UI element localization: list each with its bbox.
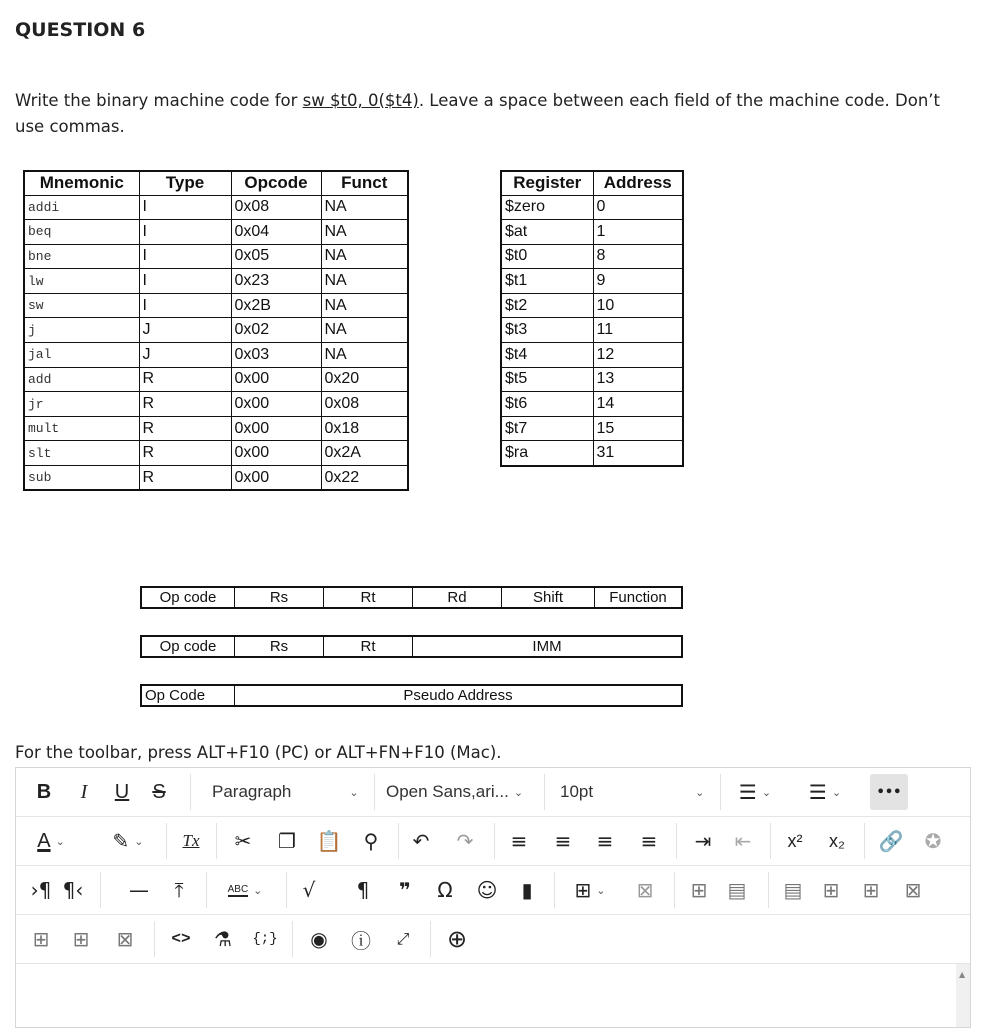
header-mnemonic: Mnemonic bbox=[24, 171, 139, 195]
type-cell: J bbox=[139, 318, 231, 343]
table-row-after-button[interactable] bbox=[724, 866, 750, 914]
type-cell: R bbox=[139, 367, 231, 392]
code-sample-button[interactable]: {;} bbox=[252, 931, 278, 947]
toolbar-row-1 bbox=[16, 768, 970, 817]
square-root-icon: √ bbox=[302, 878, 316, 902]
font-family-select-value: Open Sans,ari... bbox=[386, 782, 509, 801]
opcode-cell: 0x03 bbox=[231, 343, 321, 368]
register-address-cell: 14 bbox=[593, 392, 683, 417]
highlight-color-button[interactable] bbox=[104, 817, 152, 865]
register-name-cell: $t2 bbox=[501, 293, 593, 318]
separator bbox=[554, 872, 555, 908]
fullscreen-icon: ⤢ bbox=[396, 929, 410, 948]
add-content-button[interactable] bbox=[440, 915, 474, 963]
superscript-button[interactable]: x² bbox=[787, 830, 803, 851]
help-icon: ⓘ bbox=[351, 928, 371, 953]
type-cell: R bbox=[139, 441, 231, 466]
instruction-header-row bbox=[24, 171, 408, 195]
paragraph-select[interactable] bbox=[202, 768, 362, 816]
text-color-label: A bbox=[37, 829, 51, 852]
format-field: Rs bbox=[235, 588, 324, 607]
opcode-cell: 0x00 bbox=[231, 367, 321, 392]
instruction-row bbox=[24, 416, 408, 441]
copy-icon: ❐ bbox=[278, 829, 296, 853]
format-field: Rt bbox=[324, 637, 413, 656]
clear-formatting-button[interactable]: Tx bbox=[182, 831, 200, 850]
register-address-cell: 13 bbox=[593, 367, 683, 392]
question-code: sw $t0, 0($t4) bbox=[302, 91, 419, 110]
table-column-icon: ⊞ bbox=[32, 927, 50, 951]
undo-icon: ↶ bbox=[412, 829, 430, 853]
rtl-button[interactable] bbox=[60, 866, 86, 914]
separator bbox=[544, 774, 545, 810]
mnemonic-cell: mult bbox=[24, 416, 139, 441]
mnemonic-cell: slt bbox=[24, 441, 139, 466]
format-field: Shift bbox=[502, 588, 595, 607]
show-blocks-button[interactable]: ¶ bbox=[356, 878, 370, 902]
eye-icon: ◉ bbox=[310, 927, 328, 951]
question-text bbox=[15, 88, 955, 140]
spellcheck-button[interactable] bbox=[218, 866, 272, 914]
register-address-cell: 11 bbox=[593, 318, 683, 343]
header-opcode: Opcode bbox=[231, 171, 321, 195]
header-funct: Funct bbox=[321, 171, 408, 195]
mnemonic-cell: j bbox=[24, 318, 139, 343]
accessibility-button[interactable] bbox=[208, 915, 238, 963]
table-cell-icon: ▤ bbox=[783, 878, 803, 902]
toolbar-row-4 bbox=[16, 915, 970, 964]
type-cell: I bbox=[139, 220, 231, 245]
bookmark-button[interactable] bbox=[512, 866, 542, 914]
separator bbox=[430, 921, 431, 957]
type-cell: I bbox=[139, 195, 231, 220]
register-address-cell: 15 bbox=[593, 416, 683, 441]
scrollbar[interactable] bbox=[956, 964, 970, 1027]
toolbar-row-3 bbox=[16, 866, 970, 915]
indent-button[interactable] bbox=[688, 817, 718, 865]
r-type-format bbox=[140, 586, 683, 609]
table-row-icon: ⊞ bbox=[690, 878, 708, 902]
funct-cell: NA bbox=[321, 343, 408, 368]
remove-link-button[interactable] bbox=[918, 817, 948, 865]
opcode-cell: 0x2B bbox=[231, 293, 321, 318]
header-type: Type bbox=[139, 171, 231, 195]
table-row-before-button[interactable] bbox=[686, 866, 712, 914]
equation-button[interactable] bbox=[294, 866, 324, 914]
header-register: Register bbox=[501, 171, 593, 195]
align-left-button[interactable] bbox=[504, 817, 534, 865]
separator bbox=[154, 921, 155, 957]
register-name-cell: $at bbox=[501, 220, 593, 245]
table-delete-icon: ⊠ bbox=[904, 878, 922, 902]
source-code-button[interactable]: <> bbox=[171, 930, 191, 948]
register-row bbox=[501, 441, 683, 466]
type-cell: I bbox=[139, 269, 231, 294]
type-cell: J bbox=[139, 343, 231, 368]
link-icon: 🔗 bbox=[878, 829, 904, 853]
underline-button[interactable]: U bbox=[114, 780, 130, 803]
bold-button[interactable]: B bbox=[36, 780, 52, 803]
instruction-row bbox=[24, 293, 408, 318]
horizontal-line-button[interactable] bbox=[126, 866, 152, 914]
spellcheck-label: ABC bbox=[227, 883, 249, 895]
mnemonic-cell: jr bbox=[24, 392, 139, 417]
horizontal-line-icon: — bbox=[129, 878, 149, 902]
format-field: Rd bbox=[413, 588, 502, 607]
opcode-cell: 0x05 bbox=[231, 244, 321, 269]
type-cell: I bbox=[139, 293, 231, 318]
mnemonic-cell: beq bbox=[24, 220, 139, 245]
register-name-cell: $t1 bbox=[501, 269, 593, 294]
register-row bbox=[501, 244, 683, 269]
separator bbox=[494, 823, 495, 859]
smiley-icon: ☺ bbox=[476, 878, 498, 902]
more-options-button[interactable]: ••• bbox=[870, 774, 908, 810]
align-left-icon: ≡ bbox=[510, 829, 528, 853]
indent-icon: ⇥ bbox=[694, 829, 712, 853]
rich-text-editor bbox=[15, 767, 971, 1028]
register-address-cell: 1 bbox=[593, 220, 683, 245]
help-button[interactable] bbox=[346, 915, 376, 963]
type-cell: R bbox=[139, 416, 231, 441]
instruction-row bbox=[24, 195, 408, 220]
quote-icon: ❞ bbox=[399, 878, 411, 902]
table-delete-col-button[interactable] bbox=[112, 915, 138, 963]
format-field: Op code bbox=[142, 637, 235, 656]
register-address-cell: 31 bbox=[593, 441, 683, 466]
preview-button[interactable] bbox=[304, 915, 334, 963]
separator bbox=[398, 823, 399, 859]
register-address-cell: 0 bbox=[593, 195, 683, 220]
question-title: QUESTION 6 bbox=[15, 19, 146, 41]
table-row-icon: ▤ bbox=[727, 878, 747, 902]
instruction-table bbox=[23, 170, 409, 491]
register-row bbox=[501, 367, 683, 392]
separator bbox=[100, 872, 101, 908]
opcode-cell: 0x00 bbox=[231, 416, 321, 441]
bookmark-icon: ▮ bbox=[521, 878, 533, 902]
chevron-down-icon: ⌄ bbox=[761, 785, 772, 799]
bullet-list-icon: ☰ bbox=[738, 780, 757, 804]
register-address-cell: 12 bbox=[593, 343, 683, 368]
table-delete-column-icon: ⊠ bbox=[116, 927, 134, 951]
table-col-after-button[interactable] bbox=[68, 915, 94, 963]
insert-table-button[interactable] bbox=[564, 866, 616, 914]
align-center-button[interactable] bbox=[548, 817, 578, 865]
toolbar-note: For the toolbar, press ALT+F10 (PC) or ALT+FN+F10 (Mac). bbox=[15, 743, 502, 762]
instruction-row bbox=[24, 269, 408, 294]
chevron-down-icon: ⌄ bbox=[253, 883, 263, 897]
format-field: Function bbox=[609, 589, 667, 606]
redo-icon: ↷ bbox=[456, 829, 474, 853]
question-text-suffix: . Leave a space between each field of the machine code. Don’t use commas. bbox=[15, 91, 940, 136]
font-family-select[interactable] bbox=[378, 768, 536, 816]
table-split-button[interactable] bbox=[858, 866, 884, 914]
strikethrough-button[interactable]: S bbox=[152, 780, 166, 803]
ltr-paragraph-icon: ›¶ bbox=[30, 878, 52, 902]
separator bbox=[720, 774, 721, 810]
paste-button[interactable] bbox=[314, 817, 344, 865]
type-cell: R bbox=[139, 466, 231, 491]
separator bbox=[770, 823, 771, 859]
format-field: Op Code bbox=[142, 686, 235, 705]
mnemonic-cell: jal bbox=[24, 343, 139, 368]
j-type-format bbox=[140, 684, 683, 707]
outdent-icon: ⇤ bbox=[734, 829, 752, 853]
align-right-icon: ≡ bbox=[596, 829, 614, 853]
scissors-icon: ✂ bbox=[234, 829, 252, 853]
ltr-button[interactable] bbox=[28, 866, 54, 914]
funct-cell: NA bbox=[321, 244, 408, 269]
chevron-down-icon: ⌄ bbox=[695, 785, 705, 799]
register-row bbox=[501, 269, 683, 294]
register-row bbox=[501, 343, 683, 368]
table-delete-cell-button[interactable] bbox=[898, 866, 928, 914]
opcode-cell: 0x02 bbox=[231, 318, 321, 343]
funct-cell: 0x08 bbox=[321, 392, 408, 417]
separator bbox=[674, 872, 675, 908]
redo-button[interactable] bbox=[450, 817, 480, 865]
highlighter-icon: ✎ bbox=[112, 829, 130, 853]
funct-cell: 0x22 bbox=[321, 466, 408, 491]
separator bbox=[286, 872, 287, 908]
fullscreen-button[interactable] bbox=[388, 915, 418, 963]
search-icon: ⚲ bbox=[363, 829, 379, 853]
chevron-down-icon: ⌄ bbox=[596, 883, 606, 897]
mnemonic-cell: lw bbox=[24, 269, 139, 294]
align-center-icon: ≡ bbox=[554, 829, 572, 853]
insert-file-button[interactable] bbox=[166, 866, 192, 914]
register-name-cell: $ra bbox=[501, 441, 593, 466]
mnemonic-cell: addi bbox=[24, 195, 139, 220]
funct-cell: NA bbox=[321, 195, 408, 220]
mnemonic-cell: add bbox=[24, 367, 139, 392]
opcode-cell: 0x00 bbox=[231, 392, 321, 417]
register-name-cell: $t4 bbox=[501, 343, 593, 368]
opcode-cell: 0x08 bbox=[231, 195, 321, 220]
separator bbox=[768, 872, 769, 908]
instruction-row bbox=[24, 220, 408, 245]
chevron-down-icon: ⌄ bbox=[349, 785, 359, 799]
insert-link-button[interactable] bbox=[876, 817, 906, 865]
register-name-cell: $t5 bbox=[501, 367, 593, 392]
italic-button[interactable]: I bbox=[80, 780, 88, 803]
instruction-row bbox=[24, 244, 408, 269]
editor-content-area[interactable] bbox=[16, 964, 970, 1027]
emoticon-button[interactable] bbox=[472, 866, 502, 914]
table-col-before-button[interactable] bbox=[28, 915, 54, 963]
register-row bbox=[501, 195, 683, 220]
justify-icon: ≡ bbox=[640, 829, 658, 853]
copy-button[interactable] bbox=[272, 817, 302, 865]
delete-table-icon: ⊠ bbox=[636, 878, 654, 902]
separator bbox=[374, 774, 375, 810]
register-row bbox=[501, 318, 683, 343]
align-right-button[interactable] bbox=[590, 817, 620, 865]
register-name-cell: $t6 bbox=[501, 392, 593, 417]
text-color-button[interactable] bbox=[30, 817, 72, 865]
numbered-list-button[interactable] bbox=[798, 768, 852, 816]
format-field: Op code bbox=[142, 588, 235, 607]
separator bbox=[216, 823, 217, 859]
chevron-down-icon: ⌄ bbox=[134, 834, 144, 848]
chevron-down-icon: ⌄ bbox=[55, 834, 65, 848]
format-field: Rt bbox=[324, 588, 413, 607]
opcode-cell: 0x00 bbox=[231, 466, 321, 491]
chevron-down-icon: ⌄ bbox=[831, 785, 842, 799]
table-merge-icon: ⊞ bbox=[822, 878, 840, 902]
register-name-cell: $t0 bbox=[501, 244, 593, 269]
register-address-cell: 9 bbox=[593, 269, 683, 294]
paragraph-select-value: Paragraph bbox=[212, 782, 292, 801]
funct-cell: NA bbox=[321, 220, 408, 245]
instruction-row bbox=[24, 318, 408, 343]
instruction-row bbox=[24, 441, 408, 466]
type-cell: I bbox=[139, 244, 231, 269]
instruction-row bbox=[24, 466, 408, 491]
separator bbox=[864, 823, 865, 859]
plus-circle-icon: ⊕ bbox=[446, 925, 468, 953]
register-row bbox=[501, 416, 683, 441]
find-button[interactable] bbox=[356, 817, 386, 865]
font-size-select[interactable] bbox=[552, 768, 712, 816]
unlink-icon: ✪ bbox=[924, 829, 942, 853]
toolbar-row-2 bbox=[16, 817, 970, 866]
numbered-list-icon: ☰ bbox=[808, 780, 827, 804]
instruction-row bbox=[24, 343, 408, 368]
register-name-cell: $t3 bbox=[501, 318, 593, 343]
blockquote-button[interactable] bbox=[390, 866, 420, 914]
clipboard-icon: 📋 bbox=[316, 829, 342, 853]
separator bbox=[292, 921, 293, 957]
register-address-cell: 10 bbox=[593, 293, 683, 318]
instruction-row bbox=[24, 367, 408, 392]
register-row bbox=[501, 392, 683, 417]
cut-button[interactable] bbox=[228, 817, 258, 865]
undo-button[interactable] bbox=[406, 817, 436, 865]
opcode-cell: 0x00 bbox=[231, 441, 321, 466]
format-field: Pseudo Address bbox=[403, 687, 513, 704]
special-character-button[interactable]: Ω bbox=[437, 878, 453, 902]
opcode-cell: 0x23 bbox=[231, 269, 321, 294]
funct-cell: 0x20 bbox=[321, 367, 408, 392]
table-split-icon: ⊞ bbox=[862, 878, 880, 902]
table-merge-button[interactable] bbox=[818, 866, 844, 914]
font-size-select-value: 10pt bbox=[560, 782, 594, 801]
outdent-button[interactable] bbox=[728, 817, 758, 865]
separator bbox=[166, 823, 167, 859]
subscript-button[interactable]: x₂ bbox=[829, 830, 845, 851]
format-field: IMM bbox=[532, 638, 562, 655]
format-field: Rs bbox=[235, 637, 324, 656]
type-cell: R bbox=[139, 392, 231, 417]
register-name-cell: $t7 bbox=[501, 416, 593, 441]
separator bbox=[190, 774, 191, 810]
delete-table-button[interactable] bbox=[632, 866, 658, 914]
funct-cell: 0x18 bbox=[321, 416, 408, 441]
upload-icon: ⤒ bbox=[174, 878, 184, 902]
register-header-row bbox=[501, 171, 683, 195]
justify-button[interactable] bbox=[634, 817, 664, 865]
table-column-icon: ⊞ bbox=[72, 927, 90, 951]
register-row bbox=[501, 293, 683, 318]
mnemonic-cell: bne bbox=[24, 244, 139, 269]
funct-cell: NA bbox=[321, 269, 408, 294]
mnemonic-cell: sw bbox=[24, 293, 139, 318]
table-icon: ⊞ bbox=[574, 878, 592, 902]
instruction-row bbox=[24, 392, 408, 417]
question-text-prefix: Write the binary machine code for bbox=[15, 91, 303, 110]
funct-cell: NA bbox=[321, 293, 408, 318]
rtl-paragraph-icon: ¶‹ bbox=[62, 878, 84, 902]
separator bbox=[206, 872, 207, 908]
accessibility-icon: ⚗ bbox=[214, 927, 232, 951]
register-address-cell: 8 bbox=[593, 244, 683, 269]
register-row bbox=[501, 220, 683, 245]
opcode-cell: 0x04 bbox=[231, 220, 321, 245]
scroll-up-arrow-icon: ▲ bbox=[959, 970, 966, 979]
chevron-down-icon: ⌄ bbox=[513, 785, 524, 799]
funct-cell: NA bbox=[321, 318, 408, 343]
funct-cell: 0x2A bbox=[321, 441, 408, 466]
separator bbox=[676, 823, 677, 859]
mnemonic-cell: sub bbox=[24, 466, 139, 491]
register-table bbox=[500, 170, 684, 467]
bullet-list-button[interactable] bbox=[728, 768, 782, 816]
table-cell-button[interactable] bbox=[780, 866, 806, 914]
header-address: Address bbox=[593, 171, 683, 195]
register-name-cell: $zero bbox=[501, 195, 593, 220]
i-type-format bbox=[140, 635, 683, 658]
